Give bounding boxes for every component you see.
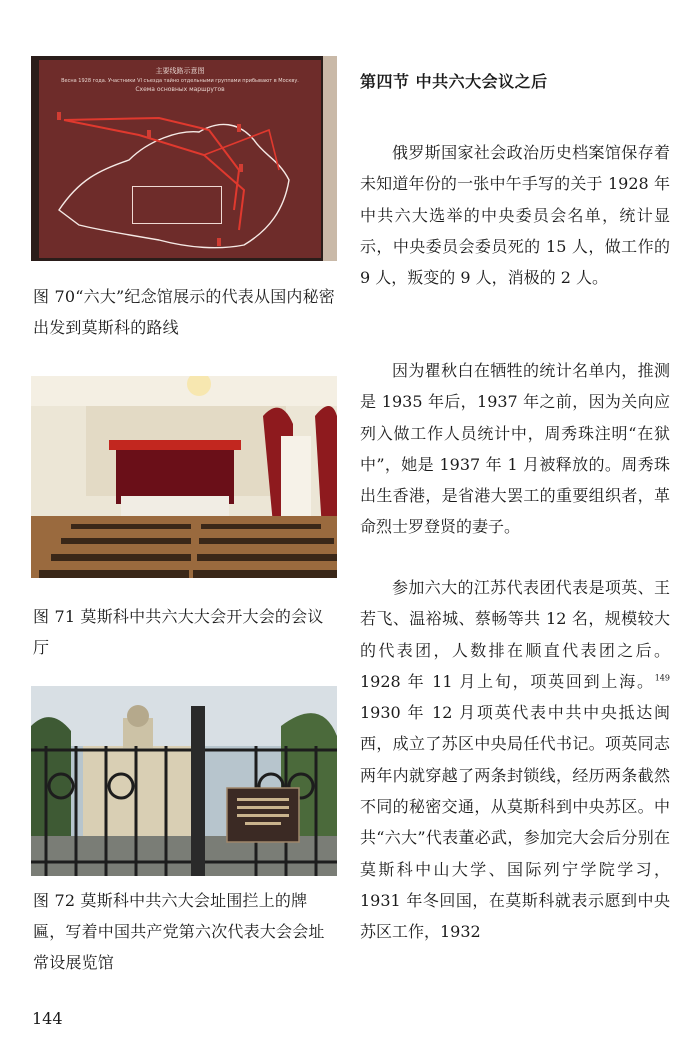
body-paragraph [360,572,670,948]
figure-caption-71: 图 71 莫斯科中共六大大会开大会的会议厅 [33,607,324,657]
paragraph-text-part: 1930 年 12 月项英代表中共中央抵达闽西，成立了苏区中央局任代书记。项英同志两年内就穿越了两条封锁线，经历两条截然不同的秘密交通，从莫斯科到中央苏区。中共“六大”代表董必武，参加完大会后分别在莫斯科中山大学、国际列宁学院学习，1931 年冬回国，在莫斯科就表示愿到中央苏区工作，1932 [360,703,670,942]
body-paragraph [360,355,670,543]
map-exhibit-board [39,60,321,258]
map-outline [39,60,321,258]
map-city-label [239,164,243,172]
paragraph-text-part: 参加六大的江苏代表团代表是项英、王若飞、温裕城、蔡畅等共 12 名，规模较大的代表团，人数排在顺直代表团之后。1928 年 11 月上旬，项英回到上海。 [360,578,670,691]
map-title-ru: Схема основных маршрутов [135,86,225,93]
paragraph-text: 因为瞿秋白在牺牲的统计名单内，推测是 1935 年后，1937 年之前，因为关向应列入做工作人员统计中，周秀珠注明“在狱中”，她是 1937 年 1 月被释放的。周秀珠出生香港，是省港大罢工的重要组织者，革命烈士罗登贤的妻子。 [360,361,670,537]
map-city-label [237,124,241,132]
photo-meeting-hall [31,376,337,578]
photo-frame-edge [323,56,337,261]
gate-scene [31,686,337,876]
hall-scene [31,376,337,578]
map-note-box [132,186,222,224]
figure-caption-70: 图 70“六大”纪念馆展示的代表从国内秘密出发到莫斯科的路线 [33,287,336,337]
figure-caption-72: 图 72 莫斯科中共六大会址围拦上的牌匾，写着中国共产党第六次代表大会会址常设展览馆 [33,891,325,972]
body-paragraph [360,137,670,293]
photo-route-map [31,56,337,261]
photo-gate-plaque [31,686,337,876]
section-title: 第四节 中共六大会议之后 [360,72,548,91]
paragraph-text [360,572,670,948]
page-number: 144 [32,1009,63,1028]
map-subtitle-ru: Весна 1928 года. Участники VI съезда тайно отдельными группами прибывают в Москву. [61,78,299,84]
map-city-label [57,112,61,120]
map-city-label [217,238,221,246]
map-city-label [147,130,151,138]
footnote-ref[interactable]: 149 [654,673,670,683]
paragraph-text: 俄罗斯国家社会政治历史档案馆保存着未知道年份的一张中午手写的关于 1928 年中共六大选举的中央委员会名单，统计显示，中央委员会委员死的 15 人，做工作的 9 人，叛变的 9 人，消极的 2 人。 [360,143,670,288]
map-title-zh: 主要线路示意图 [155,67,205,75]
